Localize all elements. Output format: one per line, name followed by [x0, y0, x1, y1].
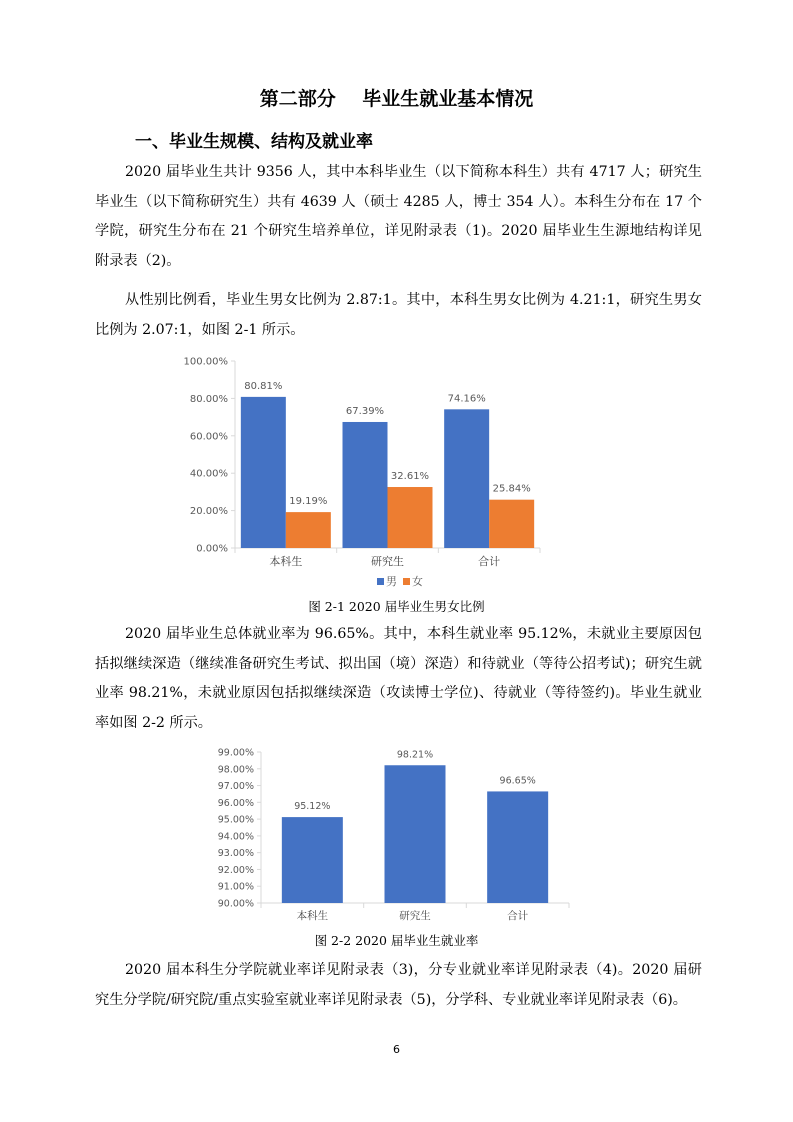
page-number: 6: [393, 1043, 400, 1056]
data-label: 25.84%: [492, 483, 531, 495]
bar-就业率-本科生: [282, 817, 343, 903]
data-label: 96.65%: [499, 775, 536, 787]
data-label: 19.19%: [289, 496, 328, 508]
y-tick-label: 0.00%: [196, 543, 228, 555]
paragraph-gender-ratio: 从性别比例看，毕业生男女比例为 2.87:1。其中，本科生男女比例为 4.21:1，研究生男女比例为 2.07:1，如图 2-1 所示。: [95, 292, 702, 338]
figure-caption-2-1: 图 2-1 2020 届毕业生男女比例: [308, 599, 485, 614]
legend-swatch-女: [403, 578, 410, 585]
x-category-label: 合计: [507, 910, 529, 922]
y-tick-label: 92.00%: [217, 864, 254, 876]
gender-ratio-chart: [180, 350, 600, 592]
paragraph-appendix-references: 2020 届本科生分学院就业率详见附录表（3)，分专业就业率详见附录表（4)。2020 届研究生分学院/研究院/重点实验室就业率详见附录表（5)，分学科、专业就业率详见附录表（6)。: [95, 962, 702, 1008]
data-label: 67.39%: [345, 405, 385, 417]
subsection-title: 一、毕业生规模、结构及就业率: [135, 132, 373, 152]
y-tick-label: 95.00%: [217, 814, 254, 826]
y-tick-label: 99.00%: [217, 747, 254, 759]
bar-就业率-合计: [487, 791, 548, 903]
y-tick-label: 97.00%: [217, 781, 254, 793]
data-label: 80.81%: [244, 380, 283, 392]
legend-label: 女: [412, 575, 423, 588]
y-tick-label: 100.00%: [183, 356, 228, 368]
x-category-label: 研究生: [399, 910, 431, 922]
data-label: 32.61%: [390, 471, 430, 483]
bar-女-本科生: [286, 512, 331, 548]
y-tick-label: 93.00%: [217, 848, 254, 860]
y-tick-label: 40.00%: [189, 468, 228, 480]
y-tick-label: 98.00%: [217, 764, 254, 776]
legend-swatch-男: [377, 578, 384, 585]
bar-女-合计: [489, 500, 534, 548]
data-label: 74.16%: [447, 393, 486, 405]
paragraph-graduate-scale: 2020 届毕业生共计 9356 人，其中本科毕业生（以下简称本科生）共有 4717 人；研究生毕业生（以下简称研究生）共有 4639 人（硕士 4285 人，博士 354 人）。本科生分布在 17 个学院，研究生分布在 21 个研究生培养单位，详见附录表（1)。2020 届毕业生生源地结构详见附录表（2)。: [95, 164, 702, 269]
data-label: 98.21%: [396, 749, 434, 761]
data-label: 95.12%: [294, 801, 331, 813]
y-tick-label: 96.00%: [217, 797, 254, 809]
bar-就业率-研究生: [385, 765, 446, 903]
y-tick-label: 60.00%: [189, 431, 228, 443]
y-tick-label: 20.00%: [189, 506, 228, 518]
bar-男-研究生: [343, 422, 388, 548]
y-tick-label: 91.00%: [217, 881, 254, 893]
section-title: 第二部分 毕业生就业基本情况: [259, 88, 534, 110]
figure-caption-2-2: 图 2-2 2020 届毕业生就业率: [314, 933, 479, 948]
x-category-label: 合计: [478, 555, 501, 568]
y-tick-label: 90.00%: [217, 898, 254, 910]
bar-男-本科生: [241, 397, 286, 548]
x-category-label: 研究生: [371, 555, 404, 568]
x-category-label: 本科生: [296, 910, 329, 922]
bar-男-合计: [444, 409, 489, 548]
bar-女-研究生: [388, 487, 433, 548]
x-category-label: 本科生: [269, 555, 303, 568]
employment-rate-chart: [214, 744, 580, 928]
legend-label: 男: [386, 575, 397, 588]
y-tick-label: 94.00%: [217, 831, 254, 843]
y-tick-label: 80.00%: [189, 393, 228, 405]
paragraph-employment-rate: 2020 届毕业生总体就业率为 96.65%。其中，本科生就业率 95.12%，未就业主要原因包括拟继续深造（继续准备研究生考试、拟出国（境）深造）和待就业（等待公招考试)；研究生就业率 98.21%，未就业原因包括拟继续深造（攻读博士学位)、待就业（等待签约)。毕业生就业率如图 2-2 所示。: [95, 626, 702, 731]
